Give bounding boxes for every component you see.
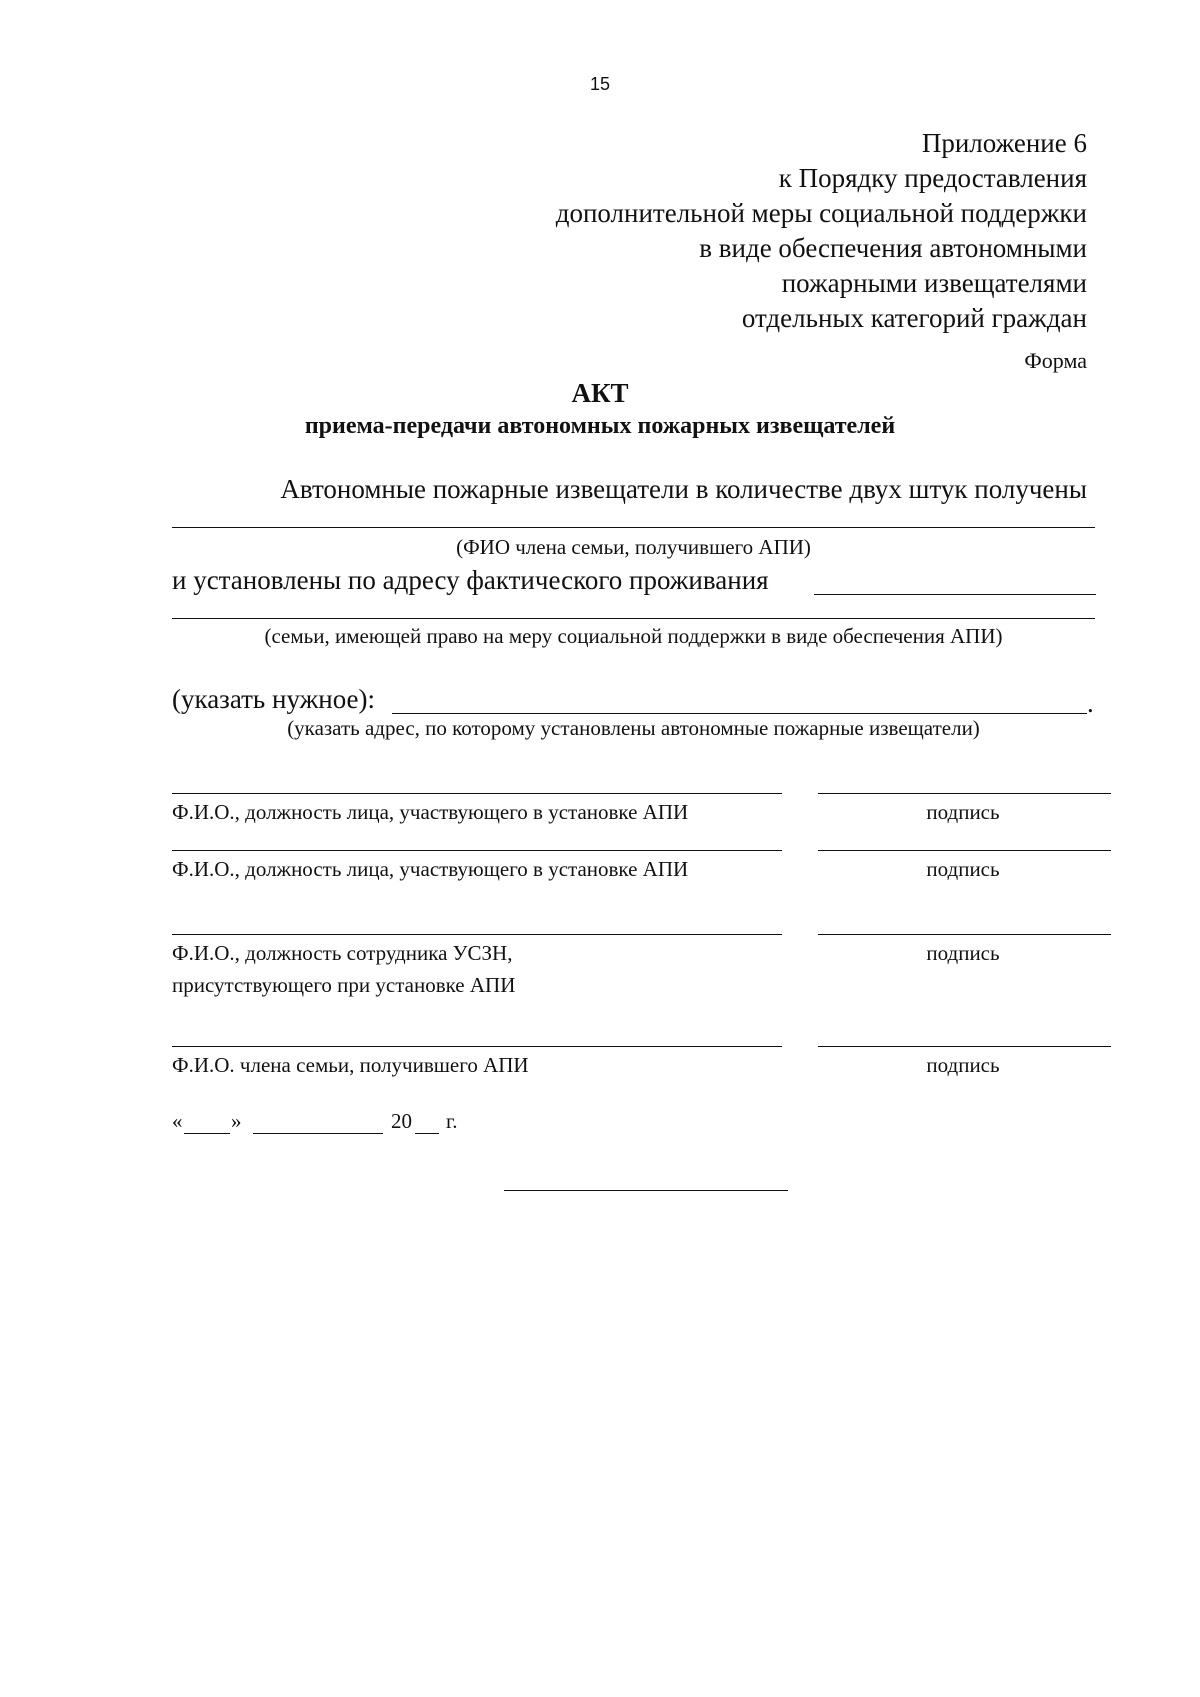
signature-label: Ф.И.О., должность лица, участвующего в установке АПИ	[172, 800, 689, 824]
signature-sign-line	[818, 850, 1111, 851]
family-caption: (семьи, имеющей право на меру социальной поддержки в виде обеспечения АПИ)	[264, 624, 1003, 648]
date-year-line	[415, 1133, 439, 1134]
document-title: АКТ	[571, 378, 629, 408]
date-close-quote: »	[231, 1109, 242, 1133]
signature-podpis: подпись	[926, 941, 1000, 965]
appendix-line: в виде обеспечения автономными	[699, 233, 1087, 263]
date-open-quote: «	[172, 1109, 183, 1133]
appendix-line: пожарными извещателями	[781, 268, 1087, 298]
signature-label-continued: присутствующего при установке АПИ	[172, 973, 516, 997]
signature-podpis: подпись	[926, 800, 1000, 824]
appendix-line: Приложение 6	[921, 128, 1087, 158]
intro-text: Автономные пожарные извещатели в количестве двух штук получены	[280, 474, 1087, 504]
signature-sign-line	[818, 934, 1111, 935]
form-label: Форма	[1024, 348, 1087, 373]
signature-sign-line	[818, 1046, 1111, 1047]
specify-text: (указать нужное):	[172, 684, 376, 714]
address-line-full	[172, 618, 1095, 619]
installed-address-text: и установлены по адресу фактического проживания	[172, 565, 769, 595]
signature-label: Ф.И.О. члена семьи, получившего АПИ	[172, 1053, 529, 1077]
signature-podpis: подпись	[926, 1053, 1000, 1077]
signature-label: Ф.И.О., должность сотрудника УСЗН,	[172, 941, 513, 965]
signature-name-line	[172, 793, 782, 794]
recipient-name-line	[172, 527, 1095, 528]
appendix-line: отдельных категорий граждан	[741, 303, 1087, 333]
address-line-short	[814, 594, 1096, 595]
signature-podpis: подпись	[926, 857, 1000, 881]
specify-period: .	[1087, 688, 1094, 718]
signature-name-line	[172, 850, 782, 851]
signature-name-line	[172, 934, 782, 935]
appendix-line: дополнительной меры социальной поддержки	[555, 198, 1087, 228]
signature-label: Ф.И.О., должность лица, участвующего в установке АПИ	[172, 857, 689, 881]
date-year-prefix: 20	[391, 1109, 412, 1133]
end-separator-line	[504, 1190, 788, 1191]
date-day-line	[184, 1133, 230, 1134]
specify-line	[392, 713, 1087, 714]
address-caption: (указать адрес, по которому установлены автономные пожарные извещатели)	[287, 716, 980, 740]
date-year-suffix: г.	[446, 1109, 458, 1133]
appendix-line: к Порядку предоставления	[778, 163, 1087, 193]
document-subtitle: приема-передачи автономных пожарных извещателей	[304, 413, 896, 439]
date-month-line	[253, 1133, 383, 1134]
signature-sign-line	[818, 793, 1111, 794]
page-number: 15	[589, 74, 611, 94]
recipient-caption: (ФИО члена семьи, получившего АПИ)	[456, 535, 811, 559]
signature-name-line	[172, 1046, 782, 1047]
appendix-header	[387, 126, 1087, 336]
